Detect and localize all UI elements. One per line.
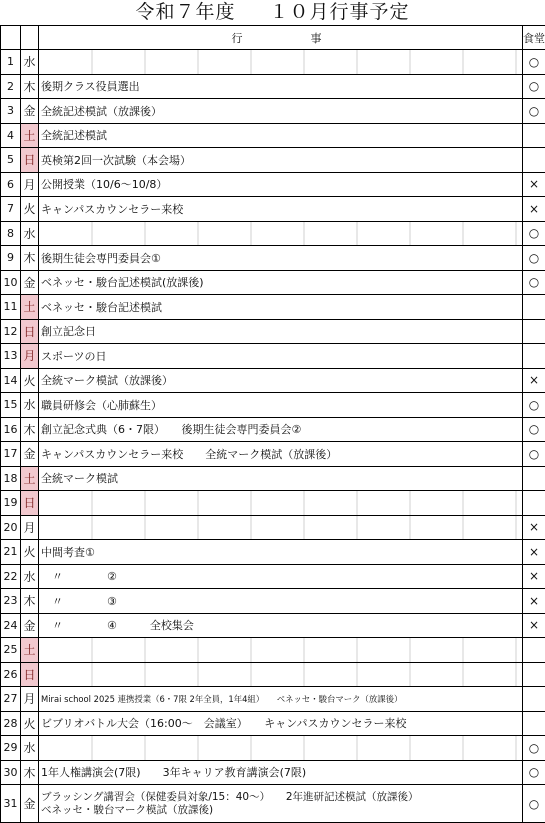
event-cell xyxy=(39,221,523,246)
day-number: 15 xyxy=(1,393,21,418)
event-cell xyxy=(39,417,523,442)
table-row xyxy=(1,442,545,467)
day-number: 1 xyxy=(1,50,21,75)
header-events-char: 行 xyxy=(232,32,251,45)
day-number: 7 xyxy=(1,197,21,222)
weekday-cell: 水 xyxy=(21,736,39,761)
weekday-cell: 土 xyxy=(21,295,39,320)
event-cell xyxy=(39,246,523,271)
event-text: 英検第2回一次試験（本会場） xyxy=(41,154,191,167)
table-row xyxy=(1,417,545,442)
table-row xyxy=(1,393,545,418)
table-row xyxy=(1,295,545,320)
event-text: キャンパスカウンセラー来校 xyxy=(41,203,183,216)
event-cell xyxy=(39,711,523,736)
schedule-body xyxy=(1,50,545,823)
event-cell xyxy=(39,295,523,320)
weekday-cell: 金 xyxy=(21,99,39,124)
event-text: スポーツの日 xyxy=(41,350,107,363)
cafeteria-cell xyxy=(523,491,545,516)
cafeteria-cell xyxy=(523,148,545,173)
day-number: 25 xyxy=(1,638,21,663)
day-number: 4 xyxy=(1,123,21,148)
cafeteria-cell xyxy=(523,295,545,320)
cafeteria-cell: × xyxy=(523,564,545,589)
weekday-cell: 月 xyxy=(21,172,39,197)
cafeteria-cell xyxy=(523,662,545,687)
event-text: 全統マーク模試 xyxy=(41,472,118,485)
table-row xyxy=(1,344,545,369)
day-number: 2 xyxy=(1,74,21,99)
table-row xyxy=(1,221,545,246)
event-cell xyxy=(39,638,523,663)
event-cell xyxy=(39,319,523,344)
table-row xyxy=(1,246,545,271)
table-row xyxy=(1,74,545,99)
day-number: 24 xyxy=(1,613,21,638)
event-text: Mirai school 2025 連携授業（6・7限 2年全員，1年4組） ベネッセ・駿台マーク（放課後） xyxy=(41,694,402,704)
cafeteria-cell: ○ xyxy=(523,785,545,823)
weekday-cell: 日 xyxy=(21,319,39,344)
event-text: 公開授業（10/6～10/8） xyxy=(41,178,167,191)
cafeteria-cell: ○ xyxy=(523,50,545,75)
weekday-cell: 水 xyxy=(21,221,39,246)
day-number: 3 xyxy=(1,99,21,124)
table-row xyxy=(1,148,545,173)
weekday-cell: 木 xyxy=(21,589,39,614)
event-cell xyxy=(39,74,523,99)
day-number: 10 xyxy=(1,270,21,295)
event-cell xyxy=(39,270,523,295)
table-row xyxy=(1,760,545,785)
event-text: 後期生徒会専門委員会① xyxy=(41,252,161,265)
table-row xyxy=(1,99,545,124)
table-row xyxy=(1,172,545,197)
event-text: ブラッシング講習会（保健委員対象/15：40～） 2年進研記述模試（放課後） xyxy=(41,791,419,803)
day-number: 6 xyxy=(1,172,21,197)
day-number: 8 xyxy=(1,221,21,246)
table-row xyxy=(1,589,545,614)
event-text: 〃 ③ xyxy=(41,595,117,608)
event-text: 創立記念日 xyxy=(41,325,96,338)
event-text: ベネッセ・駿台記述模試(放課後) xyxy=(41,276,204,289)
title-year: 令和７年度 xyxy=(135,1,235,23)
schedule-table xyxy=(0,25,545,823)
cafeteria-cell: ○ xyxy=(523,221,545,246)
weekday-cell: 日 xyxy=(21,662,39,687)
table-row xyxy=(1,785,545,823)
day-number: 5 xyxy=(1,148,21,173)
table-row xyxy=(1,736,545,761)
cafeteria-cell: ○ xyxy=(523,246,545,271)
cafeteria-cell: ○ xyxy=(523,99,545,124)
event-text: 中間考査① xyxy=(41,546,95,559)
event-cell xyxy=(39,564,523,589)
event-cell xyxy=(39,197,523,222)
table-row xyxy=(1,197,545,222)
header-events-label xyxy=(232,32,330,45)
cafeteria-cell: × xyxy=(523,540,545,565)
day-number: 9 xyxy=(1,246,21,271)
weekday-cell: 土 xyxy=(21,638,39,663)
cafeteria-cell: × xyxy=(523,515,545,540)
event-text: 〃 ② xyxy=(41,570,117,583)
table-row xyxy=(1,711,545,736)
page-title xyxy=(0,0,545,24)
cafeteria-cell: ○ xyxy=(523,417,545,442)
cafeteria-cell: ○ xyxy=(523,393,545,418)
cafeteria-cell xyxy=(523,638,545,663)
weekday-cell: 日 xyxy=(21,491,39,516)
event-cell xyxy=(39,662,523,687)
table-row xyxy=(1,270,545,295)
event-cell xyxy=(39,368,523,393)
event-text: 後期クラス役員選出 xyxy=(41,80,140,93)
event-cell xyxy=(39,393,523,418)
day-number: 14 xyxy=(1,368,21,393)
table-row xyxy=(1,638,545,663)
table-row xyxy=(1,613,545,638)
header-day xyxy=(1,26,21,50)
cafeteria-cell xyxy=(523,711,545,736)
table-row xyxy=(1,319,545,344)
table-row xyxy=(1,466,545,491)
event-text: 全統記述模試 xyxy=(41,129,107,142)
day-number: 27 xyxy=(1,687,21,712)
event-text: 全統マーク模試（放課後） xyxy=(41,374,173,387)
cafeteria-cell xyxy=(523,466,545,491)
day-number: 18 xyxy=(1,466,21,491)
cafeteria-cell xyxy=(523,123,545,148)
weekday-cell: 火 xyxy=(21,197,39,222)
event-cell xyxy=(39,613,523,638)
weekday-cell: 木 xyxy=(21,417,39,442)
header-events xyxy=(39,26,523,50)
event-text: 1年人権講演会(7限) 3年キャリア教育講演会(7限) xyxy=(41,766,306,779)
table-row xyxy=(1,515,545,540)
event-cell xyxy=(39,50,523,75)
header-cafeteria: 食堂 xyxy=(523,26,545,50)
cafeteria-cell: ○ xyxy=(523,74,545,99)
day-number: 22 xyxy=(1,564,21,589)
weekday-cell: 月 xyxy=(21,344,39,369)
event-cell xyxy=(39,515,523,540)
day-number: 11 xyxy=(1,295,21,320)
day-number: 30 xyxy=(1,760,21,785)
event-cell xyxy=(39,540,523,565)
title-month: １０月行事予定 xyxy=(270,1,410,23)
table-row xyxy=(1,687,545,712)
event-cell xyxy=(39,589,523,614)
table-row xyxy=(1,564,545,589)
event-cell xyxy=(39,442,523,467)
weekday-cell: 水 xyxy=(21,50,39,75)
weekday-cell: 火 xyxy=(21,368,39,393)
weekday-cell: 火 xyxy=(21,711,39,736)
cafeteria-cell: ○ xyxy=(523,442,545,467)
day-number: 12 xyxy=(1,319,21,344)
weekday-cell: 木 xyxy=(21,246,39,271)
weekday-cell: 日 xyxy=(21,148,39,173)
weekday-cell: 水 xyxy=(21,564,39,589)
header-events-char: 事 xyxy=(311,32,330,45)
event-cell xyxy=(39,785,523,823)
event-cell xyxy=(39,466,523,491)
cafeteria-cell: ○ xyxy=(523,760,545,785)
weekday-cell: 土 xyxy=(21,466,39,491)
weekday-cell: 木 xyxy=(21,74,39,99)
cafeteria-cell: ○ xyxy=(523,736,545,761)
event-cell xyxy=(39,148,523,173)
weekday-cell: 月 xyxy=(21,687,39,712)
day-number: 21 xyxy=(1,540,21,565)
weekday-cell: 木 xyxy=(21,760,39,785)
day-number: 28 xyxy=(1,711,21,736)
cafeteria-cell: × xyxy=(523,368,545,393)
table-row xyxy=(1,540,545,565)
cafeteria-cell: × xyxy=(523,197,545,222)
day-number: 23 xyxy=(1,589,21,614)
weekday-cell: 金 xyxy=(21,442,39,467)
header-weekday xyxy=(21,26,39,50)
cafeteria-cell xyxy=(523,687,545,712)
table-row xyxy=(1,491,545,516)
day-number: 26 xyxy=(1,662,21,687)
day-number: 31 xyxy=(1,785,21,823)
event-cell xyxy=(39,123,523,148)
event-cell xyxy=(39,344,523,369)
weekday-cell: 金 xyxy=(21,785,39,823)
event-cell xyxy=(39,687,523,712)
event-text: キャンパスカウンセラー来校 全統マーク模試（放課後） xyxy=(41,448,337,461)
event-cell xyxy=(39,491,523,516)
event-cell xyxy=(39,760,523,785)
weekday-cell: 金 xyxy=(21,613,39,638)
event-cell xyxy=(39,99,523,124)
day-number: 29 xyxy=(1,736,21,761)
event-text-line2: ベネッセ・駿台マーク模試（放課後) xyxy=(41,804,213,816)
event-text: 創立記念式典（6・7限） 後期生徒会専門委員会② xyxy=(41,423,301,436)
day-number: 17 xyxy=(1,442,21,467)
day-number: 20 xyxy=(1,515,21,540)
event-text: 〃 ④ 全校集会 xyxy=(41,619,194,632)
cafeteria-cell: × xyxy=(523,613,545,638)
weekday-cell: 月 xyxy=(21,515,39,540)
day-number: 19 xyxy=(1,491,21,516)
event-text: 職員研修会（心肺蘇生） xyxy=(41,399,162,412)
weekday-cell: 水 xyxy=(21,393,39,418)
event-text: ビブリオバトル大会（16:00～ 会議室） キャンパスカウンセラー来校 xyxy=(41,717,406,730)
cafeteria-cell xyxy=(523,319,545,344)
day-number: 13 xyxy=(1,344,21,369)
cafeteria-cell: × xyxy=(523,589,545,614)
event-cell xyxy=(39,736,523,761)
table-row xyxy=(1,368,545,393)
table-row xyxy=(1,662,545,687)
weekday-cell: 火 xyxy=(21,540,39,565)
event-cell xyxy=(39,172,523,197)
cafeteria-cell xyxy=(523,344,545,369)
event-text: ベネッセ・駿台記述模試 xyxy=(41,301,162,314)
cafeteria-cell: × xyxy=(523,172,545,197)
table-row xyxy=(1,50,545,75)
day-number: 16 xyxy=(1,417,21,442)
cafeteria-cell: ○ xyxy=(523,270,545,295)
event-text: 全統記述模試（放課後） xyxy=(41,105,162,118)
table-row xyxy=(1,123,545,148)
weekday-cell: 金 xyxy=(21,270,39,295)
weekday-cell: 土 xyxy=(21,123,39,148)
header-row xyxy=(1,26,545,50)
